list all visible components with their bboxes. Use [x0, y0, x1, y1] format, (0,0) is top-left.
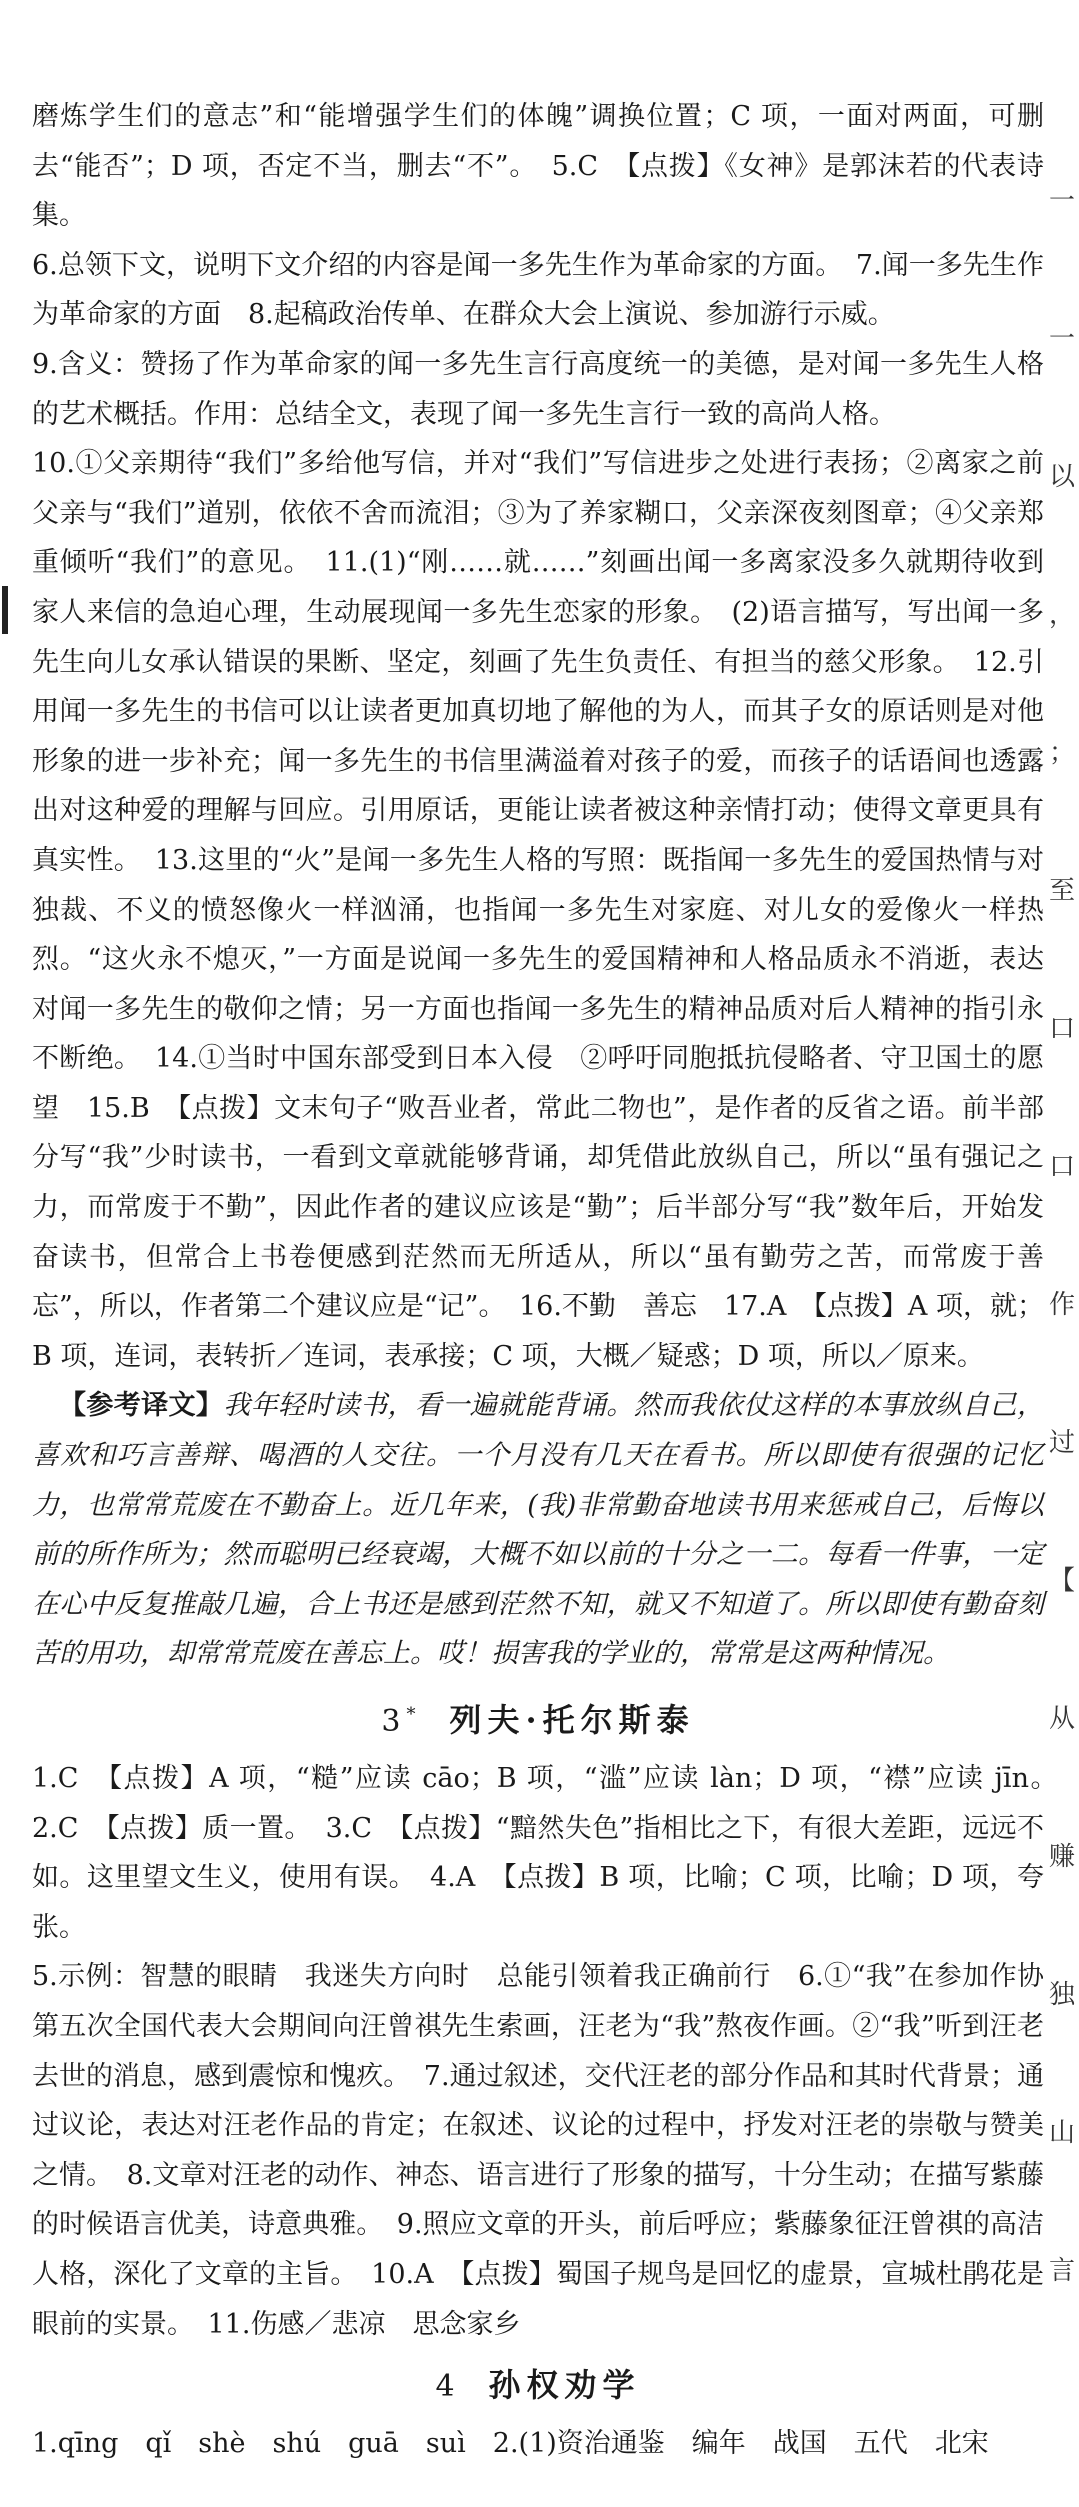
edge-glyph: 独: [1048, 1980, 1075, 2010]
translation-label: 【参考译文】: [59, 1390, 224, 1422]
edge-glyph: 从: [1048, 1704, 1075, 1734]
translation-text: 我年轻时读书，看一遍就能背诵。然而我依仗这样的本事放纵自己，喜欢和巧言善辩、喝酒的人交往。一个月没有几天在看书。所以即使有很强的记忆力，也常常荒废在不勤奋上。近几年来，(我)非常勤奋地读书用来惩戒自己，后悔以前的所作所为；然而聪明已经衰竭，大概不如以前的十分之一二。每看一件事，一定在心中反复推敲几遍，合上书还是感到茫然不知，就又不知道了。所以即使有勤奋刻苦的用功，却常常荒废在善忘上。哎！损害我的学业的，常常是这两种情况。: [32, 1390, 1045, 1670]
edge-glyph: 【: [1048, 1566, 1075, 1596]
edge-glyph: ；: [1048, 738, 1075, 768]
edge-glyph: 口: [1048, 1014, 1075, 1044]
edge-glyph: 作: [1048, 1290, 1075, 1320]
edge-glyph: 赚: [1048, 1842, 1075, 1872]
answer-paragraph-3: 9.含义：赞扬了作为革命家的闻一多先生言行高度统一的美德，是对闻一多先生人格的艺术概括。作用：总结全文，表现了闻一多先生言行一致的高尚人格。: [32, 348, 1044, 430]
edge-glyph: 至: [1048, 876, 1075, 906]
binding-mark: [2, 586, 8, 634]
reference-translation: [32, 1381, 1044, 1679]
section-4-paragraph-1: 1.qīng qǐ shè shú guā suì 2.(1)资治通鉴 编年 战国 五代 北宋: [32, 2428, 989, 2460]
section-3-paragraph-1: 1.C 【点拨】A 项，“糙”应读 cāo；B 项，“滥”应读 làn；D 项，“襟”应读 jīn。 2.C 【点拨】质一置。 3.C 【点拨】“黯然失色”指相比之下，有很大差距，远远不如。这里望文生义，使用有误。 4.A 【点拨】B 项，比喻；C 项，比喻；D 项，夸张。: [32, 1763, 1071, 1943]
section-3-number: 3*: [381, 1704, 422, 1739]
answer-content: [32, 92, 1071, 2469]
adjacent-page-edge: [1043, 180, 1079, 2480]
section-4-number: 4: [435, 2369, 461, 2405]
edge-glyph: 一: [1048, 186, 1075, 216]
section-4-title: 孙权劝学: [488, 2366, 641, 2405]
edge-glyph: 山: [1048, 2118, 1075, 2148]
edge-glyph: 言: [1048, 2256, 1075, 2286]
section-3-heading: [32, 1685, 1044, 1752]
answer-paragraph-2: 6.总领下文，说明下文介绍的内容是闻一多先生作为革命家的方面。 7.闻一多先生作为革命家的方面 8.起稿政治传单、在群众大会上演说、参加游行示威。: [32, 249, 1044, 331]
edge-glyph: 一: [1048, 324, 1075, 354]
edge-glyph: 以: [1048, 462, 1075, 492]
answer-paragraph-4: 10.①父亲期待“我们”多给他写信，并对“我们”写信进步之处进行表扬；②离家之前父亲与“我们”道别，依依不舍而流泪；③为了养家糊口，父亲深夜刻图章；④父亲郑重倾听“我们”的意见。 11.(1)“刚……就……”刻画出闻一多离家没多久就期待收到家人来信的急迫心理，生动展现闻一多先生恋家的形象。 (2)语言描写，写出闻一多先生向儿女承认错误的果断、坚定，刻画了先生负责任、有担当的慈父形象。 12.引用闻一多先生的书信可以让读者更加真切地了解他的为人，而其子女的原话则是对他形象的进一步补充；闻一多先生的书信里满溢着对孩子的爱，而孩子的话语间也透露出对这种爱的理解与回应。引用原话，更能让读者被这种亲情打动；使得文章更具有真实性。 13.这里的“火”是闻一多先生人格的写照：既指闻一多先生的爱国热情与对独裁、不义的愤怒像火一样汹涌，也指闻一多先生对家庭、对儿女的爱像火一样热烈。“这火永不熄灭，”一方面是说闻一多先生的爱国精神和人格品质永不消逝，表达对闻一多先生的敬仰之情；另一方面也指闻一多先生的精神品质对后人精神的指引永不断绝。 14.①当时中国东部受到日本入侵 ②呼吁同胞抵抗侵略者、守卫国土的愿望 15.B 【点拨】文末句子“败吾业者，常此二物也”，是作者的反省之语。前半部分写“我”少时读书，一看到文章就能够背诵，却凭借此放纵自己，所以“虽有强记之力，而常废于不勤”，因此作者的建议应该是“勤”；后半部分写“我”数年后，开始发奋读书，但常合上书卷便感到茫然而无所适从，所以“虽有勤劳之苦，而常废于善忘”，所以，作者第二个建议应是“记”。 16.不勤 善忘 17.A 【点拨】A 项，就；B 项，连词，表转折／连词，表承接；C 项，大概／疑惑；D 项，所以／原来。: [32, 448, 1044, 1372]
edge-glyph: 过: [1048, 1428, 1075, 1458]
section-3-paragraph-2: 5.示例：智慧的眼睛 我迷失方向时 总能引领着我正确前行 6.①“我”在参加作协第五次全国代表大会期间向汪曾祺先生索画，汪老为“我”熬夜作画。②“我”听到汪老去世的消息，感到震惊和愧疚。 7.通过叙述，交代汪老的部分作品和其时代背景；通过议论，表达对汪老作品的肯定；在叙述、议论的过程中，抒发对汪老的崇敬与赞美之情。 8.文章对汪老的动作、神态、语言进行了形象的描写，十分生动；在描写紫藤的时候语言优美，诗意典雅。 9.照应文章的开头，前后呼应；紫藤象征汪曾祺的高洁人格，深化了文章的主旨。 10.A 【点拨】蜀国子规鸟是回忆的虚景，宣城杜鹃花是眼前的实景。 11.伤感／悲凉 思念家乡: [32, 1961, 1044, 2340]
section-3-title: 列夫·托尔斯泰: [449, 1701, 695, 1739]
edge-glyph: ，: [1048, 600, 1075, 630]
answer-paragraph-1: 磨炼学生们的意志”和“能增强学生们的体魄”调换位置；C 项，一面对两面，可删去“能否”；D 项，否定不当，删去“不”。 5.C 【点拨】《女神》是郭沫若的代表诗集。: [32, 101, 1044, 232]
section-4-heading: [32, 2355, 1044, 2417]
edge-glyph: 口: [1048, 1152, 1075, 1182]
